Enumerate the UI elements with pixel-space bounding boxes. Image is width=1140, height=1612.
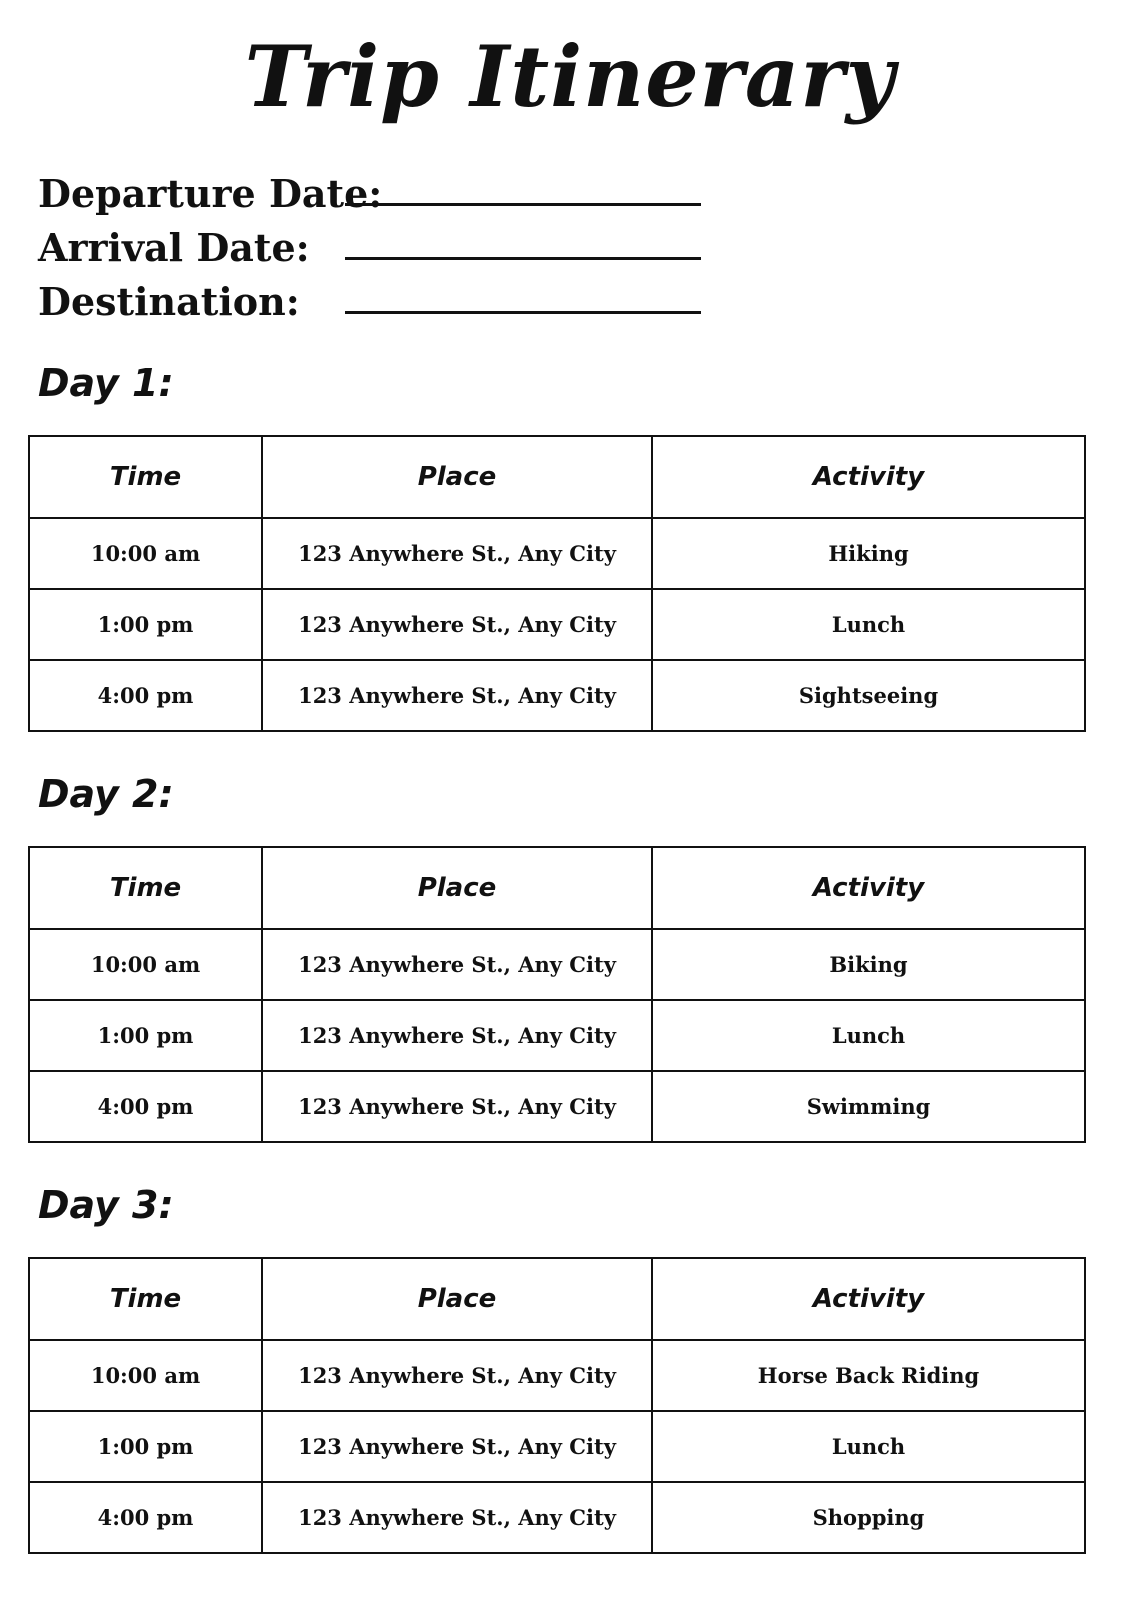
departure-date-blank (345, 203, 701, 206)
arrival-date-blank (345, 257, 701, 260)
day-1-heading: Day 1: (38, 361, 174, 405)
time-cell: 10:00 am (29, 518, 262, 589)
table-row (29, 929, 1085, 1000)
table-row (29, 589, 1085, 660)
table-header-row (29, 1258, 1085, 1340)
activity-cell: Lunch (652, 1000, 1085, 1071)
place-cell: 123 Anywhere St., Any City (262, 518, 652, 589)
place-cell: 123 Anywhere St., Any City (262, 1482, 652, 1553)
day-3-table (28, 1257, 1086, 1554)
column-header-place: Place (262, 1258, 652, 1340)
column-header-activity: Activity (652, 847, 1085, 929)
trip-details (38, 170, 738, 332)
activity-cell: Lunch (652, 1411, 1085, 1482)
table-header-row (29, 436, 1085, 518)
departure-date-label: Departure Date: (38, 171, 383, 216)
table-row (29, 1482, 1085, 1553)
place-cell: 123 Anywhere St., Any City (262, 660, 652, 731)
arrival-date-label: Arrival Date: (38, 225, 310, 270)
day-2-table (28, 846, 1086, 1143)
time-cell: 1:00 pm (29, 589, 262, 660)
destination-row (38, 278, 738, 332)
column-header-place: Place (262, 847, 652, 929)
arrival-date-row (38, 224, 738, 278)
place-cell: 123 Anywhere St., Any City (262, 1000, 652, 1071)
activity-cell: Lunch (652, 589, 1085, 660)
day-1-table (28, 435, 1086, 732)
table-row (29, 1071, 1085, 1142)
table-row (29, 1000, 1085, 1071)
place-cell: 123 Anywhere St., Any City (262, 929, 652, 1000)
time-cell: 4:00 pm (29, 660, 262, 731)
destination-label: Destination: (38, 279, 300, 324)
day-2-heading: Day 2: (38, 772, 174, 816)
activity-cell: Horse Back Riding (652, 1340, 1085, 1411)
time-cell: 4:00 pm (29, 1482, 262, 1553)
activity-cell: Biking (652, 929, 1085, 1000)
activity-cell: Hiking (652, 518, 1085, 589)
time-cell: 10:00 am (29, 1340, 262, 1411)
time-cell: 10:00 am (29, 929, 262, 1000)
destination-blank (345, 311, 701, 314)
activity-cell: Swimming (652, 1071, 1085, 1142)
activity-cell: Shopping (652, 1482, 1085, 1553)
column-header-time: Time (29, 436, 262, 518)
time-cell: 1:00 pm (29, 1411, 262, 1482)
table-header-row (29, 847, 1085, 929)
day-3-heading: Day 3: (38, 1183, 174, 1227)
table-row (29, 518, 1085, 589)
place-cell: 123 Anywhere St., Any City (262, 1071, 652, 1142)
column-header-activity: Activity (652, 436, 1085, 518)
table-row (29, 1340, 1085, 1411)
time-cell: 1:00 pm (29, 1000, 262, 1071)
place-cell: 123 Anywhere St., Any City (262, 1411, 652, 1482)
table-row (29, 660, 1085, 731)
column-header-activity: Activity (652, 1258, 1085, 1340)
place-cell: 123 Anywhere St., Any City (262, 1340, 652, 1411)
departure-date-row (38, 170, 738, 224)
page-title: Trip Itinerary (244, 27, 896, 126)
place-cell: 123 Anywhere St., Any City (262, 589, 652, 660)
column-header-time: Time (29, 1258, 262, 1340)
table-row (29, 1411, 1085, 1482)
activity-cell: Sightseeing (652, 660, 1085, 731)
time-cell: 4:00 pm (29, 1071, 262, 1142)
column-header-place: Place (262, 436, 652, 518)
column-header-time: Time (29, 847, 262, 929)
